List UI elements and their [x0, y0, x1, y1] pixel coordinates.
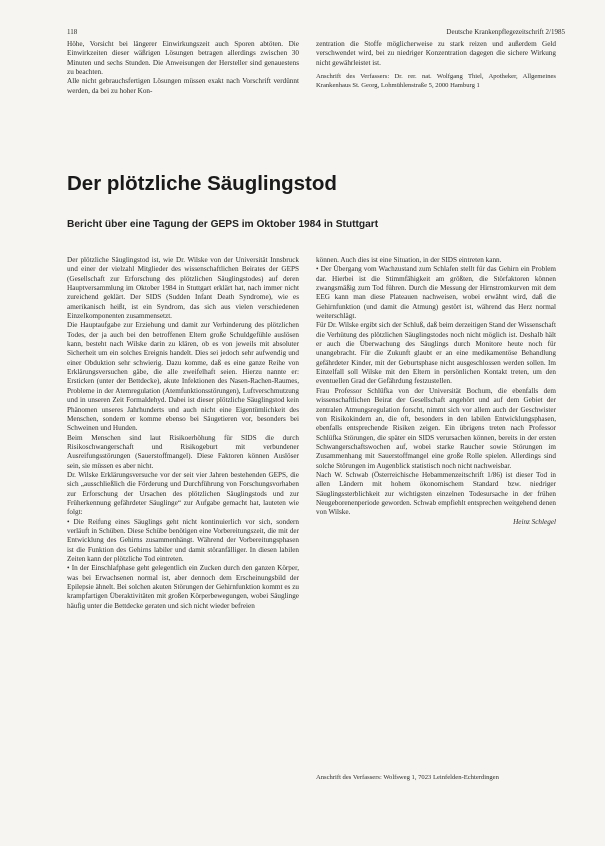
paragraph: Dr. Wilske Erklärungsversuche vor der seit vier Jahren bestehenden GEPS, die sich „ausschließlich die Förderung und Durchführung von Forschungsvorhaben zur Erforschung der Ursachen des plötzlichen Säuglingstods und zur Früherkennung gefährdeter Säuglinge“ zur Aufgabe gemacht hat, lauteten wie folgt:: [67, 470, 299, 517]
paragraph: Für Dr. Wilske ergibt sich der Schluß, daß beim derzeitigen Stand der Wissenschaft die Verhütung des plötzlichen Säuglingstodes noch nicht möglich ist. Deshalb hält er auch die Überwachung des Säuglings durch Monitore heute noch für unangebracht. Für die Zukunft glaubt er an eine medikamentöse Behandlung gefährdeter Kinder, mit der Geburtsphase nicht ausgeschlossen werden sollen. Im Einzelfall soll Wilske mit den Eltern in persönlichen Kontakt treten, um den eventuellen Grad der Gefährdung festzustellen.: [316, 321, 556, 386]
paragraph: Höhe, Vorsicht bei längerer Einwirkungszeit auch Sporen abtöten. Die Einwirkzeiten dieser wäßrigen Lösungen betragen allerdings zwischen 30 Minuten und sechs Stunden. Die Anweisungen der Hersteller sind genauestens zu beachten.: [67, 40, 299, 77]
paragraph: Alle nicht gebrauchsfertigen Lösungen müssen exakt nach Vorschrift verdünnt werden, da bei zu hoher Kon-: [67, 77, 299, 95]
paragraph: Die Hauptaufgabe zur Erziehung und damit zur Verhinderung des plötzlichen Todes, der ja auch bei den betroffenen Eltern große Schuldgefühle auslösen kann, besteht nach Wilske darin zu klären, ob es von jeweils mit absoluter Sicherheit um ein solches Ereignis handelt. Dies sei jedoch sehr aufwendig und einer Obduktion sehr schwierig. Dazu komme, daß es eine ganze Reihe von Erklärungsversuchen gäbe, die alle zweifelhaft seien. Hierzu nannte er: Ersticken (unter der Bettdecke), akute Infektionen des Nasen-Rachen-Raumes, Probleme in der Atemregulation (Atemfunktionsstörungen), Luftverschmutzung und in unseren Zeit Formaldehyd. Dabei ist dieser plötzliche Säuglingstod kein Phänomen unseres Jahrhunderts und auch nicht eine Eigentümlichkeit des Menschen, sondern er komme ebenso bei Säugetieren vor, besonders bei Schweinen und Hunden.: [67, 321, 299, 433]
paragraph: • Der Übergang vom Wachzustand zum Schlafen stellt für das Gehirn ein Problem dar. Hierbei ist die Stimmfähigkeit am größten, die Störfaktoren können zwangsmäßig zum Tod führen. Durch die Messung der Hirnstromkurven mit dem EEG kann man diese Plateauen nachweisen, wobei erwähnt wird, daß die Gehirnfunktion (und damit die Atmung) gestört ist, während das Herz normal weiterschlägt.: [316, 265, 556, 321]
paragraph: zentration die Stoffe möglicherweise zu stark reizen und außerdem Geld verschwendet wird, bei zu niedriger Konzentration dagegen die sichere Wirkung nicht gewährleistet ist.: [316, 40, 556, 67]
author-address: Anschrift des Verfassers: Dr. rer. nat. Wolfgang Thiel, Apotheker, Allgemeines Krankenhaus St. Georg, Lohmühlenstraße 5, 2000 Hamburg 1: [316, 73, 556, 89]
article-right-column: [316, 256, 556, 527]
page-number: 118: [67, 28, 78, 36]
paragraph: • Die Reifung eines Säuglings geht nicht kontinuierlich vor sich, sondern verläuft in Schüben. Diese Schübe benötigen eine Vorbereitungszeit, die mit der Entwicklung des Gehirns zusammenhängt. Während der Vorbereitungsphasen ist die Funktion des Gehirns labiler und damit störanfälliger. In diesen labilen Zeiten kann der plötzliche Tod eintreten.: [67, 517, 299, 563]
paragraph: • In der Einschlafphase geht gelegentlich ein Zucken durch den ganzen Körper, was bei Erwachsenen normal ist, aber dennoch dem Erscheinungsbild der Epilepsie ähnelt. Bei solchen akuten Störungen der Gehirnfunktion kommt es zu krampfartigen Überaktivitäten mit großen Körperbewegungen, wobei Säuglinge häufig unter die Bettdecke geraten und sich nicht wieder befreien: [67, 564, 299, 610]
article-subtitle: Bericht über eine Tagung der GEPS im Oktober 1984 in Stuttgart: [67, 219, 379, 230]
author-address-footer: Anschrift des Verfassers: Wolfsweg 1, 7023 Leinfelden-Echterdingen: [316, 774, 499, 781]
paragraph: Frau Professor Schlüfka von der Universität Bochum, die ebenfalls dem wissenschaftlichen Beirat der Gesellschaft angehört und auf dem Gebiet der zentralen Atmungsregulation forscht, nimmt sich vor allem auch der Geschwister von Risikokindern an, die oft, besonders in den labilen Entwicklungsphasen, ebenfalls entsprechende Risiken zeigen. Ein übrigens treten nach Professor Schlüfka Störungen, die später ein SIDS verursachen können, bereits in der ersten Schwangerschaftswochen auf, wobei starke Raucher sowie Störungen im Zusammenhang mit Sauerstoffmangel eine große Rolle spielen. Allerdings sind solche Störungen im Augenblick statistisch noch nicht nachweisbar.: [316, 386, 556, 470]
author-signature: Heinz Schlegel: [513, 517, 556, 526]
paragraph: können. Auch dies ist eine Situation, in der SIDS eintreten kann.: [316, 256, 502, 264]
article-title: Der plötzliche Säuglingstod: [67, 172, 337, 195]
paragraph: Beim Menschen sind laut Risikoerhöhung für SIDS die durch Risikoschwangerschaft und Risikogeburt mit verbundener Ausreifungsstörungen (Sauerstoffmangel). Diese Faktoren können Auslöser sein, sie müssen es aber nicht.: [67, 433, 299, 470]
paragraph: Der plötzliche Säuglingstod ist, wie Dr. Wilske von der Universität Innsbruck und einer der vielzahl Mitglieder des wissenschaftlichen Beirates der GEPS (Gesellschaft zur Erforschung des plötzlichen Säuglingstodes) auf deren Hauptversammlung im Oktober 1984 in Stuttgart erklärt hat, nach immer nicht zureichend geklärt. Der SIDS (Sudden Infant Death Syndrome), wie es amerikanisch heißt, ist ein Syndrom, das sich aus vielen verschiedenen Einzelkomponenten zusammensetzt.: [67, 256, 299, 321]
article-left-column: [67, 256, 299, 611]
previous-article-right-column: [316, 40, 556, 90]
previous-article-left-column: [67, 40, 299, 96]
journal-header: Deutsche Krankenpflegezeitschrift 2/1985: [446, 28, 565, 36]
paragraph: Nach W. Schwab (Österreichische Hebammenzeitschrift 1/86) ist dieser Tod in allen Ländern mit hohem ökonomischem Standard bzw. niedriger Säuglingssterblichkeit zur wichtigsten einzelnen Todesursache in der frühen Neugeborenenperiode geworden. Schwab empfiehlt entsprechen weitgehend denen von Wilske.: [316, 470, 556, 517]
